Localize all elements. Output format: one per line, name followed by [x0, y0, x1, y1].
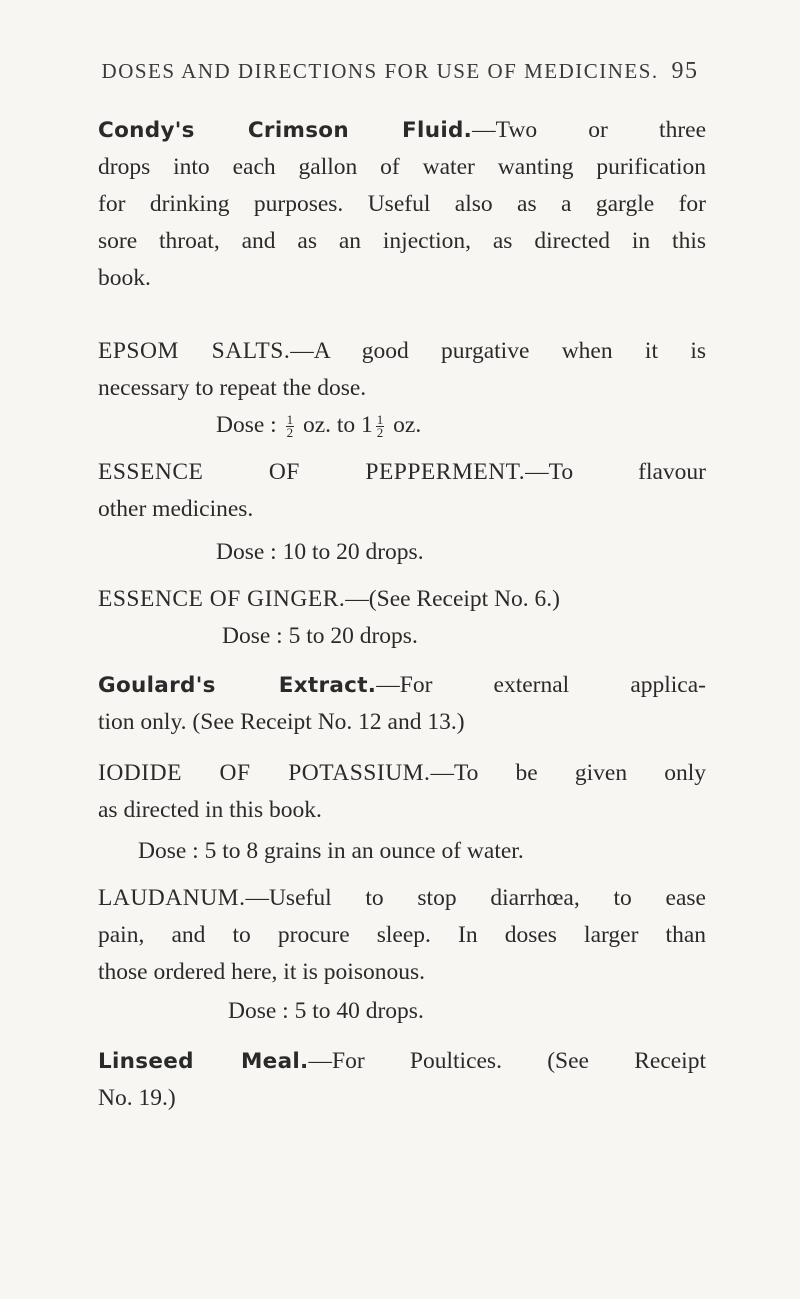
entry-text: —(See Receipt No. 6.): [345, 586, 560, 612]
entry-line: as directed in this book.: [98, 797, 322, 823]
entry-line: those ordered here, it is poisonous.: [98, 959, 425, 985]
entry-title: Goulard's Extract.: [98, 673, 377, 698]
entry-line: [98, 880, 706, 917]
dose-line: Dose : 5 to 40 drops.: [228, 998, 424, 1024]
entry-line: other medicines.: [98, 496, 254, 522]
entry-epsom-salts: [98, 333, 706, 444]
entry-line: book.: [98, 265, 151, 291]
page-number: 95: [671, 58, 699, 84]
entry-line: necessary to repeat the dose.: [98, 375, 367, 401]
entry-text: —Two or three: [472, 117, 706, 143]
fraction-denominator: 2: [376, 425, 384, 441]
running-title: DOSES AND DIRECTIONS FOR USE OF MEDICINES.: [101, 59, 659, 83]
entry-text: —Useful to stop diarrhœa, to ease: [245, 885, 706, 911]
entry-line: [98, 454, 706, 491]
entry-essence-ginger: [98, 581, 706, 655]
fraction-denominator: 2: [286, 425, 294, 441]
fraction: [376, 414, 385, 439]
entry-laudanum: [98, 880, 706, 1030]
fraction-numerator: 1: [286, 412, 294, 428]
dose-label: Dose :: [216, 412, 277, 438]
entry-iodide-potassium: [98, 755, 706, 870]
entry-title: ESSENCE OF GINGER.: [98, 586, 346, 612]
running-header: [0, 58, 800, 85]
entry-text: —For Poultices. (See Receipt: [308, 1048, 706, 1074]
entry-line: drops into each gallon of water wanting purification: [98, 154, 706, 180]
dose-text: oz.: [393, 412, 422, 438]
entry-line: [98, 112, 706, 149]
entry-text: —For external applica-: [376, 672, 706, 698]
entry-linseed-meal: [98, 1043, 706, 1117]
entry-line: No. 19.): [98, 1085, 176, 1111]
dose-text: oz. to 1: [302, 412, 373, 438]
entry-line: [98, 755, 706, 792]
entry-title: ESSENCE OF PEPPERMENT.: [98, 459, 526, 485]
entry-line: [98, 333, 706, 370]
entry-line: pain, and to procure sleep. In doses larger than: [98, 922, 706, 948]
entry-title: EPSOM SALTS.: [98, 338, 291, 364]
entry-text: —To flavour: [525, 459, 706, 485]
entry-text: —To be given only: [430, 760, 706, 786]
dose-line: Dose : 10 to 20 drops.: [216, 539, 424, 565]
entry-goulards-extract: [98, 667, 706, 741]
entry-line: [98, 581, 706, 618]
dose-line: Dose : 5 to 20 drops.: [222, 623, 418, 649]
entry-line: [98, 667, 706, 704]
entry-title: IODIDE OF POTASSIUM.: [98, 760, 431, 786]
entry-title: Linseed Meal.: [98, 1049, 309, 1074]
fraction-numerator: 1: [376, 412, 384, 428]
entry-line: for drinking purposes. Useful also as a gargle for: [98, 191, 706, 217]
entry-line: sore throat, and as an injection, as directed in this: [98, 228, 706, 254]
entry-essence-peppermint: [98, 454, 706, 571]
dose-line: Dose : 5 to 8 grains in an ounce of water.: [138, 838, 524, 864]
entry-line: [98, 1043, 706, 1080]
dose-line: [98, 407, 706, 444]
entry-text: —A good purgative when it is: [290, 338, 706, 364]
entry-condys-fluid: [98, 112, 706, 297]
entry-title: LAUDANUM.: [98, 885, 246, 911]
entry-line: tion only. (See Receipt No. 12 and 13.): [98, 709, 465, 735]
fraction: [286, 414, 295, 439]
entry-title: Condy's Crimson Fluid.: [98, 118, 473, 143]
